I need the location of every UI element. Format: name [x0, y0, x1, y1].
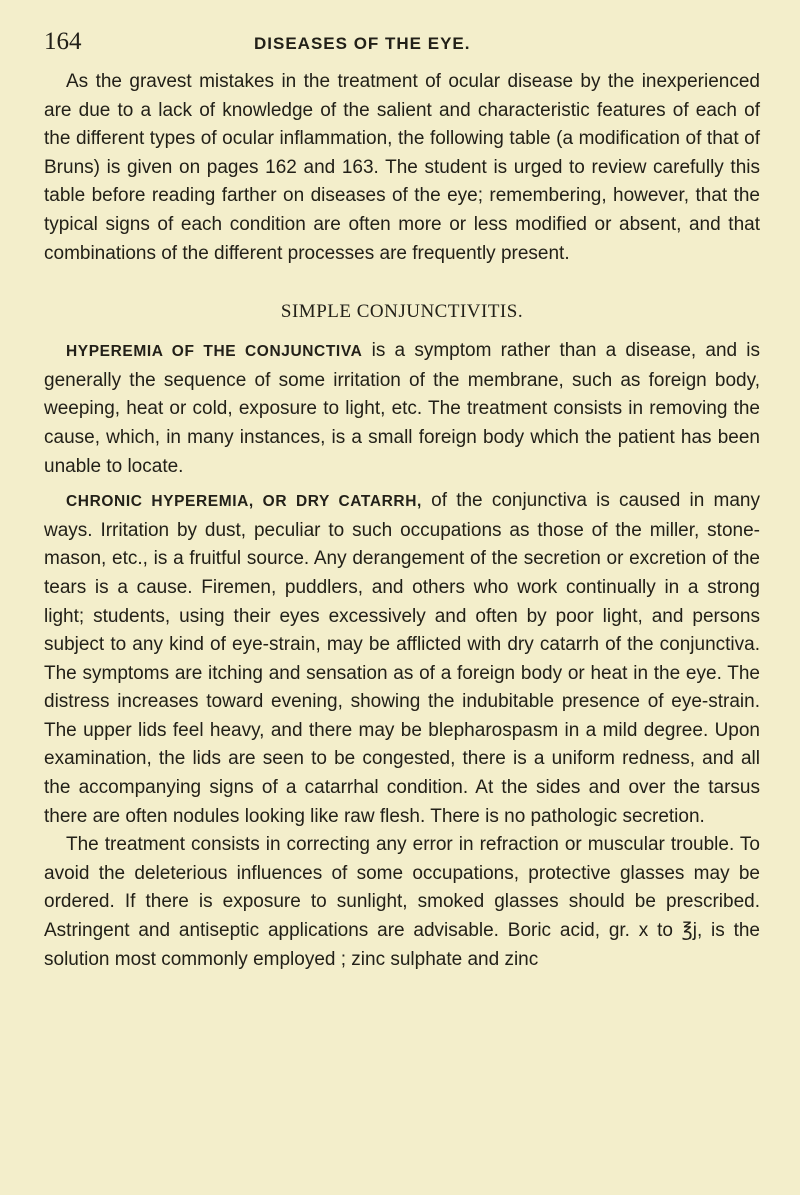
hyperemia-text: is a symptom rather than a disease, and is generally the sequence of some irritation of the membrane, such as foreign body, weeping, heat or cold, exposure to light, etc. The treatment consists in removing the cause, which, in many instances, is a small foreign body which the patient has been unable to locate.	[44, 340, 761, 477]
chronic-text: of the conjunctiva is caused in many ways. Irritation by dust, peculiar to such occupations as those of the miller, stone-mason, etc., is a fruitful source. Any derangement of the secretion or excretion of the tears is a cause. Firemen, puddlers, and others who work continually in a strong light; students, using their eyes excessively and often by poor light, and persons subject to any kind of eye-strain, may be afflicted with dry catarrh of the conjunctiva. The symptoms are itching and sensation as of a foreign body or heat in the eye. The distress increases toward evening, showing the indubitable presence of eye-strain. The upper lids feel heavy, and there may be blepharospasm in a mild degree. Upon examination, the lids are seen to be congested, there is a uniform redness, and all the accompanying signs of a catarrhal condition. At the sides and over the tarsus there are often nodules looking like raw flesh. There is no pathologic secretion.	[44, 490, 760, 827]
section-title: SIMPLE CONJUNCTIVITIS.	[280, 301, 524, 323]
hyperemia-paragraph	[44, 337, 760, 481]
running-title: DISEASES OF THE EYE.	[254, 34, 471, 53]
intro-paragraph: As the gravest mistakes in the treatment of ocular disease by the inexperienced are due to a lack of knowledge of the salient and characteristic features of each of the different types of ocular inflammation, the following table (a modification of that of Bruns) is given on pages 162 and 163. The student is urged to review carefully this table before reading farther on diseases of the eye; remembering, however, that the typical signs of each condition are often more or less modified or absent, and that combinations of the different processes are frequently present.	[44, 71, 760, 264]
running-head	[44, 28, 760, 68]
treatment-paragraph: The treatment consists in correcting any error in refraction or muscular trouble. To avoid the deleterious influences of some occupations, protective glasses may be ordered. If there is exposure to sunlight, smoked glasses should be prescribed. Astringent and antiseptic applications are advisable. Boric acid, gr. x to ℥j, is the solution most commonly employed ; zinc sulphate and zinc	[44, 834, 760, 970]
hyperemia-term: HYPEREMIA OF THE CONJUNCTIVA	[66, 343, 363, 361]
chronic-paragraph	[44, 487, 760, 831]
body-text	[44, 68, 760, 974]
chronic-term: CHRONIC HYPEREMIA, OR DRY CATARRH,	[66, 493, 422, 511]
page-number: 164	[44, 28, 82, 55]
